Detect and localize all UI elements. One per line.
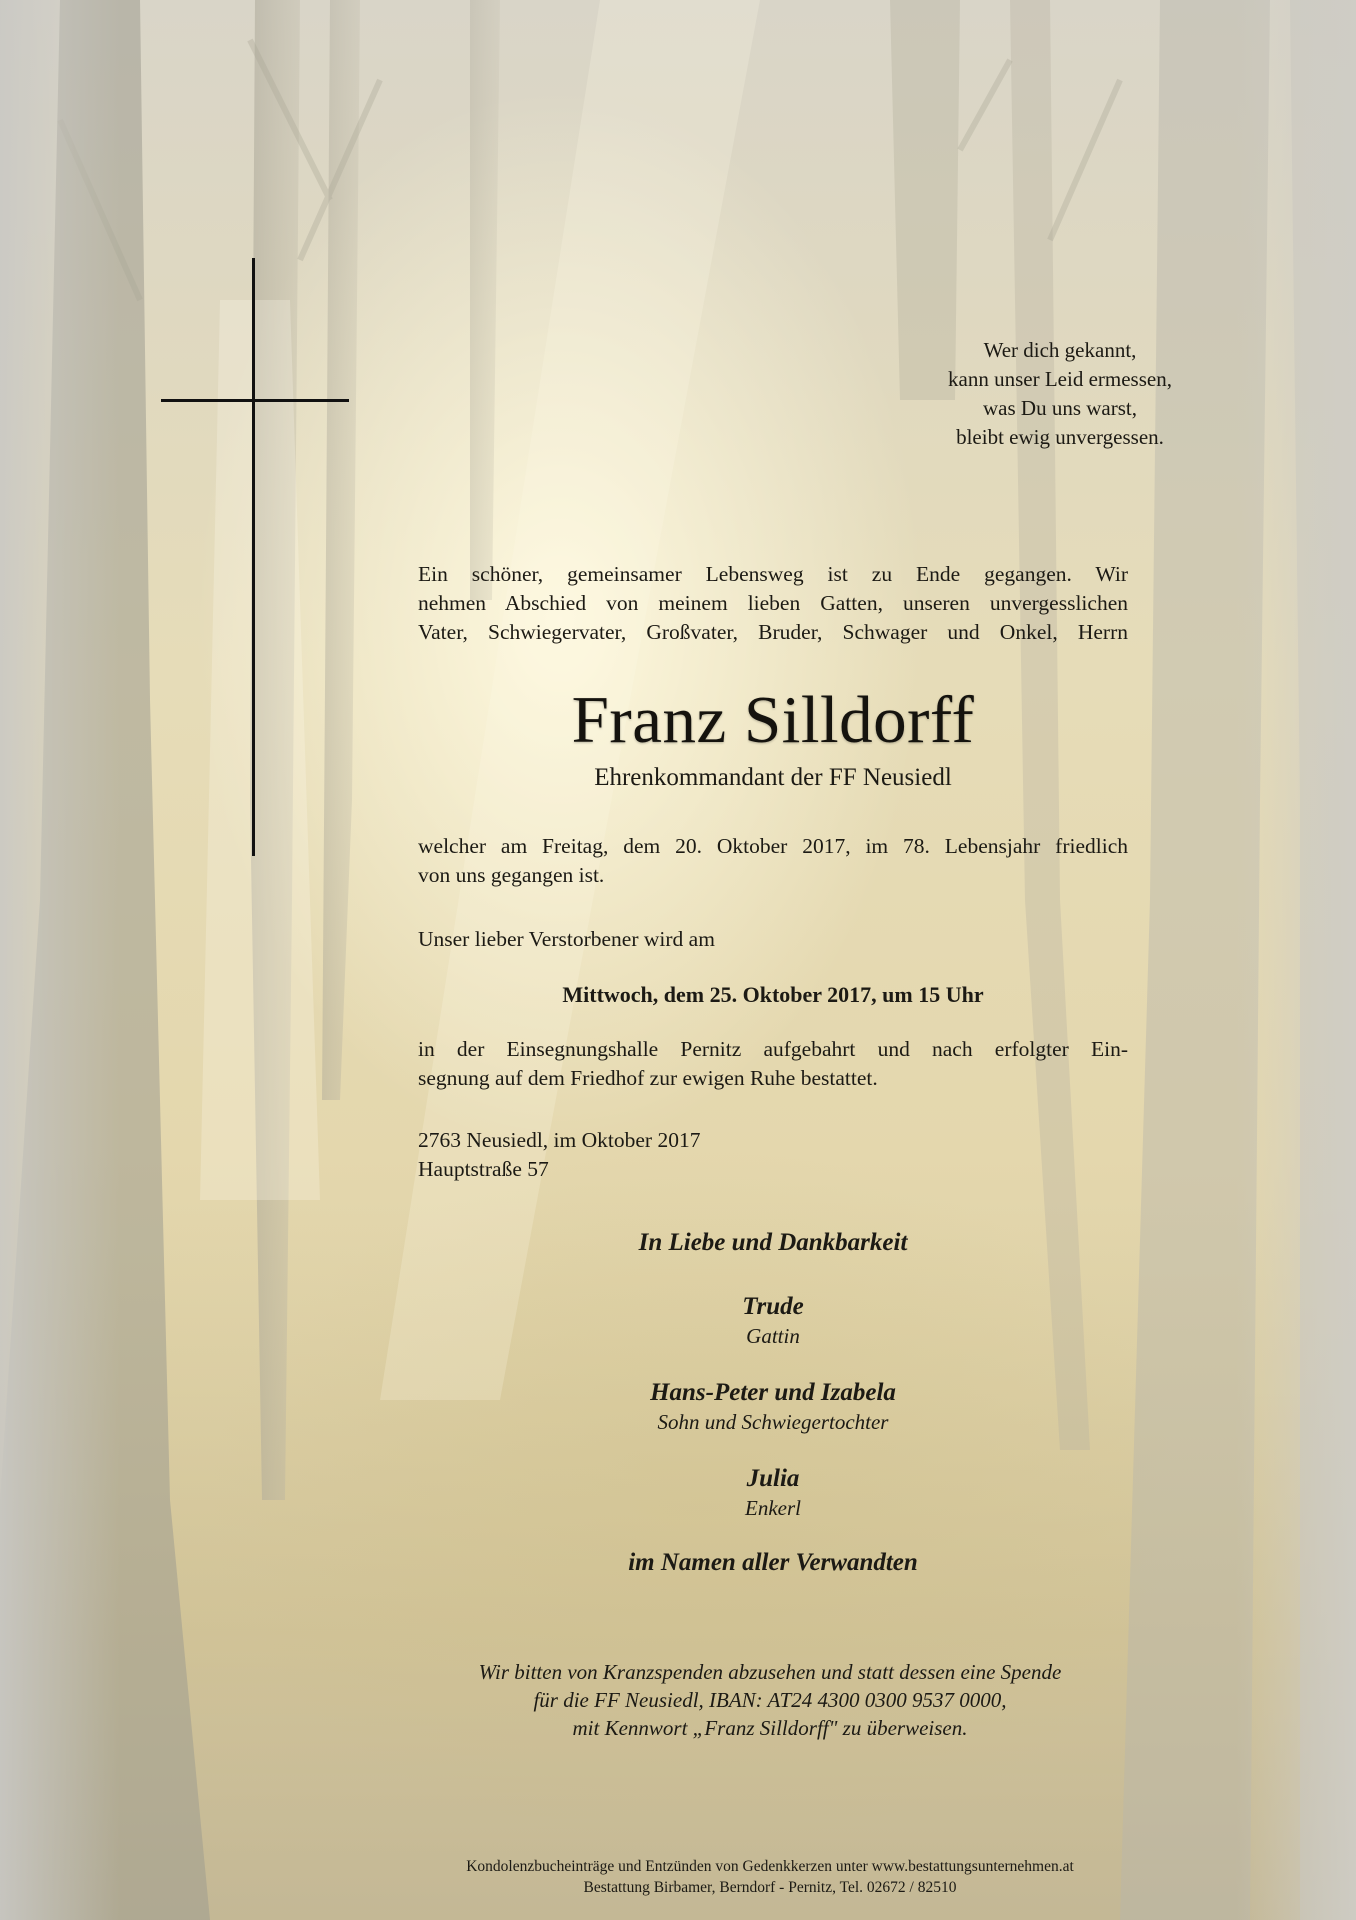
donation-line: für die FF Neusiedl, IBAN: AT24 4300 0300 9537 0000,: [533, 1688, 1007, 1712]
mourner-name: Hans-Peter und Izabela: [650, 1379, 896, 1406]
mourner-name: Julia: [746, 1465, 800, 1492]
poem-line: Wer dich gekannt,: [983, 338, 1137, 362]
mourner-relation: Sohn und Schwiegertochter: [657, 1410, 889, 1434]
intro-paragraph: [418, 560, 1128, 647]
funeral-date: Mittwoch, dem 25. Oktober 2017, um 15 Uhr: [562, 982, 984, 1007]
funeral-intro: [418, 925, 1128, 954]
funeral-intro-text: Unser lieber Verstorbener wird am: [418, 927, 715, 951]
death-line: welcher am Freitag, dem 20. Oktober 2017, im 78. Lebensjahr friedlich: [418, 834, 1128, 858]
donation-line: mit Kennwort „Franz Silldorff" zu überweisen.: [572, 1716, 968, 1740]
cross-vertical-bar: [252, 258, 255, 856]
closing-phrase: In Liebe und Dankbarkeit: [638, 1229, 908, 1256]
funeral-line: in der Einsegnungshalle Pernitz aufgebahrt und nach erfolgter Ein-: [418, 1037, 1128, 1061]
mourner-name: Trude: [742, 1293, 804, 1320]
mourner-relation: Enkerl: [745, 1496, 801, 1520]
funeral-line: segnung auf dem Friedhof zur ewigen Ruhe bestattet.: [418, 1066, 878, 1090]
place-date: 2763 Neusiedl, im Oktober 2017: [418, 1128, 701, 1152]
funeral-home-footer: [380, 1856, 1160, 1898]
intro-line: nehmen Abschied von meinem lieben Gatten, unseren unvergesslichen: [418, 591, 1128, 615]
cross-horizontal-bar: [161, 399, 349, 402]
funeral-paragraph: [418, 1035, 1128, 1093]
donation-request: [380, 1658, 1160, 1742]
death-paragraph: [418, 832, 1128, 890]
poem-line: kann unser Leid ermessen,: [948, 367, 1172, 391]
memorial-poem: [800, 336, 1320, 452]
intro-line: Vater, Schwiegervater, Großvater, Bruder, Schwager und Onkel, Herrn: [418, 620, 1128, 644]
poem-line: bleibt ewig unvergessen.: [956, 425, 1164, 449]
deceased-name: Franz Silldorff: [571, 683, 975, 757]
footer-line: Kondolenzbucheinträge und Entzünden von Gedenkkerzen unter www.bestattungsunternehmen.at: [466, 1858, 1074, 1875]
poem-line: was Du uns warst,: [983, 396, 1137, 420]
address: Hauptstraße 57: [418, 1157, 549, 1181]
mourner-relation: Gattin: [746, 1324, 800, 1348]
intro-line: Ein schöner, gemeinsamer Lebensweg ist zu Ende gegangen. Wir: [418, 562, 1128, 586]
donation-line: Wir bitten von Kranzspenden abzusehen und statt dessen eine Spende: [478, 1660, 1062, 1684]
place-and-address: [418, 1126, 1128, 1184]
footer-line: Bestattung Birbamer, Berndorf - Pernitz, Tel. 02672 / 82510: [583, 1879, 957, 1896]
death-line: von uns gegangen ist.: [418, 863, 605, 887]
relatives-phrase: im Namen aller Verwandten: [628, 1549, 918, 1576]
deceased-title: Ehrenkommandant der FF Neusiedl: [594, 764, 952, 791]
